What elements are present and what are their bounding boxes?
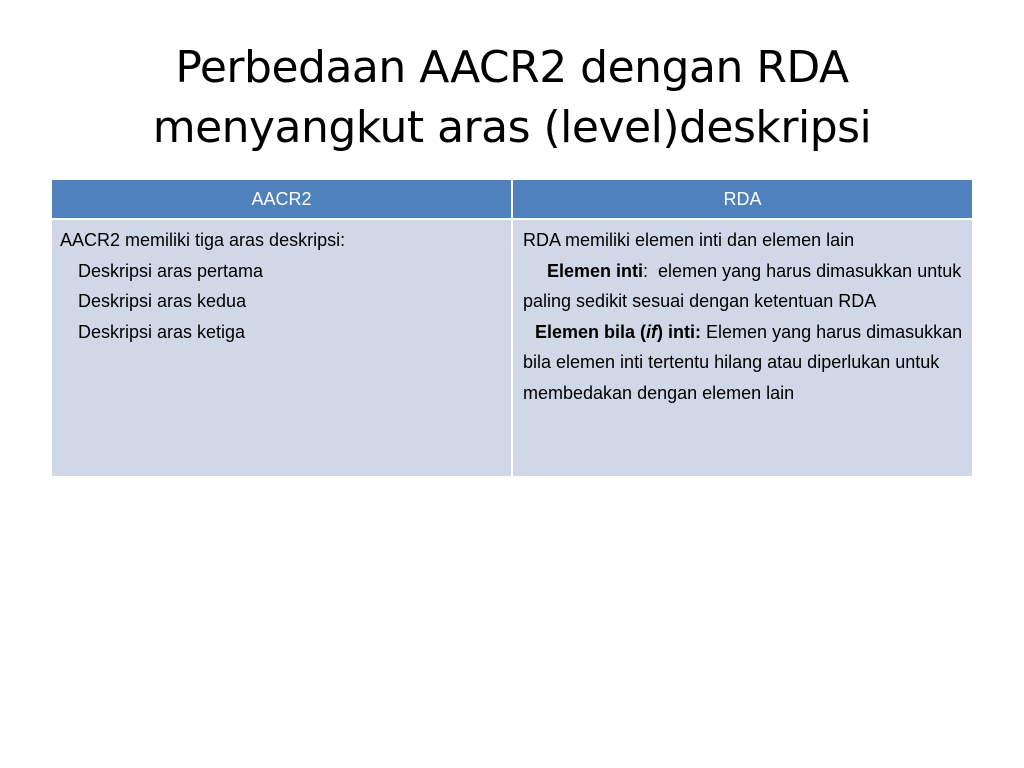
aacr2-level-1: Deskripsi aras pertama	[78, 260, 264, 281]
header-aacr2: AACR2	[52, 180, 512, 219]
rda-intro: RDA memiliki elemen inti dan elemen lain	[523, 230, 855, 250]
rda-core-element	[523, 256, 967, 317]
comparison-table	[52, 180, 972, 476]
rda-cond-label-b: ) inti:	[657, 321, 702, 342]
rda-cond-label	[535, 322, 701, 342]
slide-title-line-2: menyangkut aras (level)deskripsi	[152, 102, 872, 153]
aacr2-cell	[52, 219, 512, 476]
table-header-row	[52, 180, 972, 219]
rda-conditional-element	[523, 317, 968, 409]
slide-title	[60, 38, 964, 158]
rda-core-label: Elemen inti	[547, 260, 644, 281]
aacr2-level-3: Deskripsi aras ketiga	[78, 321, 246, 342]
rda-cond-text: Elemen yang harus dimasukkan bila elemen inti tertentu hilang atau diperlukan untuk membedakan dengan elemen lain	[523, 321, 968, 403]
rda-cond-label-if: if	[646, 321, 658, 342]
rda-cond-label-a: Elemen bila (	[535, 321, 647, 342]
aacr2-level-2: Deskripsi aras kedua	[78, 291, 247, 311]
slide-title-line-1: Perbedaan AACR2 dengan RDA	[175, 42, 849, 93]
aacr2-intro: AACR2 memiliki tiga aras deskripsi:	[60, 230, 346, 250]
rda-core-colon: :	[643, 260, 649, 281]
rda-core-text: elemen yang harus dimasukkan untuk paling sedikit sesuai dengan ketentuan RDA	[523, 260, 967, 311]
rda-cell	[512, 219, 972, 476]
table-row	[52, 219, 972, 476]
header-rda: RDA	[512, 180, 972, 219]
